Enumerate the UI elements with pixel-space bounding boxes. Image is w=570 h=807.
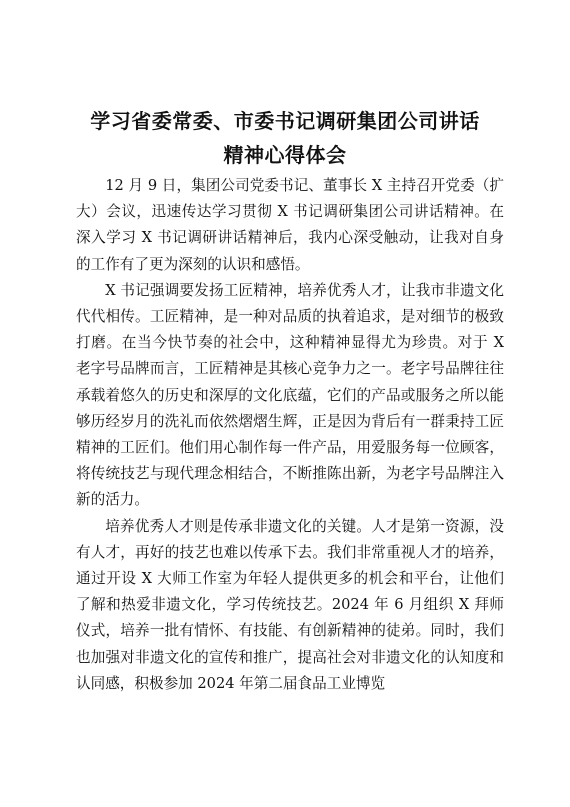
document-body (76, 173, 504, 697)
document-title-line-2: 精神心得体会 (223, 143, 347, 167)
paragraph-3: 培养优秀人才则是传承非遗文化的关键。人才是第一资源，没有人才，再好的技艺也难以传承下去。我们非常重视人才的培养，通过开设 X 大师工作室为年轻人提供更多的机会和平台，让他们了解和热爱非遗文化，学习传统技艺。2024 年 6 月组织 X 拜师仪式，培养一批有情怀、有技能、有创新精神的徒弟。同时，我们也加强对非遗文化的宣传和推广，提高社会对非遗文化的认知度和认同感，积极参加 2024 年第二届食品工业博览 (76, 517, 504, 692)
paragraph-2: X 书记强调要发扬工匠精神，培养优秀人才，让我市非遗文化代代相传。工匠精神，是一种对品质的执着追求，是对细节的极致打磨。在当今快节奏的社会中，这种精神显得尤为珍贵。对于 X 老字号品牌而言，工匠精神是其核心竞争力之一。老字号品牌往往承载着悠久的历史和深厚的文化底蕴，它们的产品或服务之所以能够历经岁月的洗礼而依然熠熠生辉，正是因为背后有一群秉持工匠精神的工匠们。他们用心制作每一件产品，用爱服务每一位顾客，将传统技艺与现代理念相结合，不断推陈出新，为老字号品牌注入新的活力。 (76, 281, 504, 509)
paragraph-1: 12 月 9 日，集团公司党委书记、董事长 X 主持召开党委（扩大）会议，迅速传达学习贯彻 X 书记调研集团公司讲话精神。在深入学习 X 书记调研讲话精神后，我内心深受触动，让我对自身的工作有了更为深刻的认识和感悟。 (76, 177, 504, 273)
document-title-line-1: 学习省委常委、市委书记调研集团公司讲话 (90, 109, 480, 133)
